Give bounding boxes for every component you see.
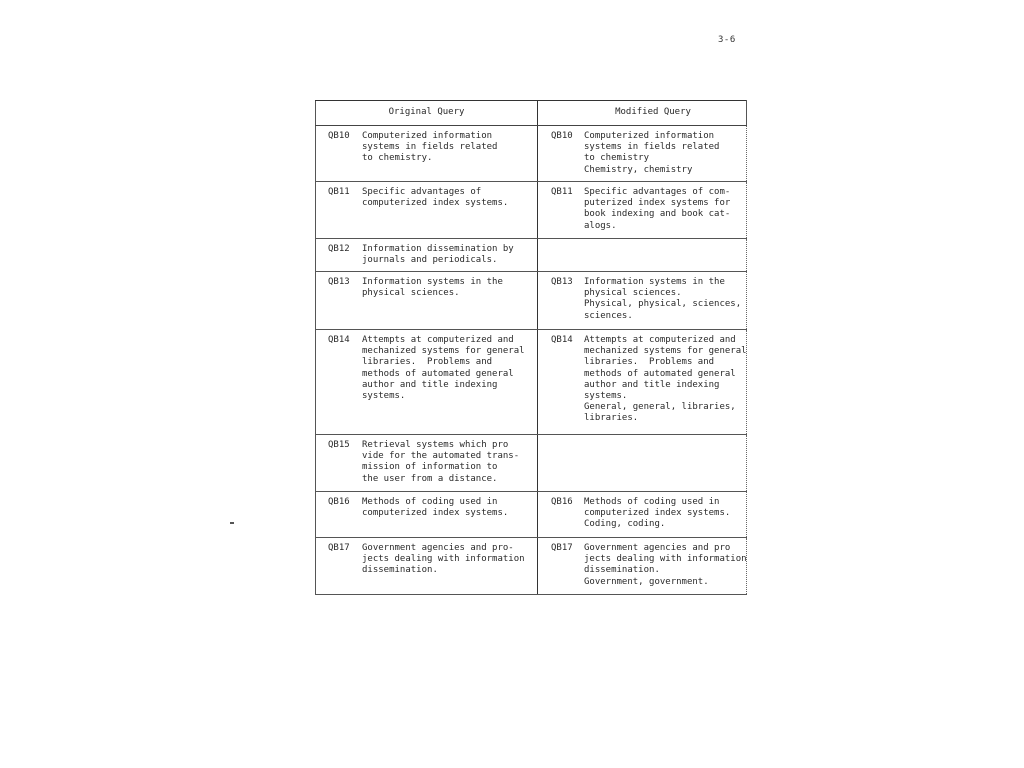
query-text: Government agencies and pro jects dealing with information dissemination. Government, government. — [584, 543, 747, 587]
query-text: Attempts at computerized and mechanized systems for general libraries. Problems and methods of automated general author and title indexing systems. — [362, 335, 525, 402]
query-id: QB11 — [328, 187, 350, 197]
query-text: Specific advantages of com- puterized index systems for book indexing and book cat- alogs. — [584, 187, 731, 231]
query-text: Computerized information systems in fields related to chemistry. — [362, 131, 498, 164]
query-id: QB11 — [551, 187, 573, 197]
original-query-cell — [316, 272, 538, 330]
table-row — [316, 492, 747, 538]
modified-query-header: Modified Query — [538, 101, 747, 126]
modified-query-cell — [538, 182, 747, 239]
modified-query-cell — [538, 492, 747, 538]
query-text: Government agencies and pro- jects dealing with information dissemination. — [362, 543, 525, 576]
modified-query-cell — [538, 538, 747, 595]
query-text: Information dissemination by journals and periodicals. — [362, 244, 514, 266]
modified-query-cell — [538, 239, 747, 272]
query-comparison-table — [315, 100, 747, 595]
modified-query-cell — [538, 330, 747, 435]
original-query-cell — [316, 239, 538, 272]
query-id: QB13 — [551, 277, 573, 287]
original-query-header: Original Query — [316, 101, 538, 126]
table-header-row — [316, 101, 747, 126]
original-query-cell — [316, 126, 538, 182]
table-row — [316, 182, 747, 239]
query-text: Information systems in the physical sciences. Physical, physical, sciences, sciences. — [584, 277, 742, 321]
query-id: QB10 — [551, 131, 573, 141]
original-query-cell — [316, 435, 538, 492]
query-text: Attempts at computerized and mechanized systems for general libraries. Problems and methods of automated general author and title indexing systems. General, general, libraries, libraries. — [584, 335, 747, 424]
modified-query-cell — [538, 435, 747, 492]
query-text: Specific advantages of computerized index systems. — [362, 187, 509, 209]
query-id: QB13 — [328, 277, 350, 287]
page-number: 3-6 — [718, 35, 736, 45]
query-text: Methods of coding used in computerized index systems. Coding, coding. — [584, 497, 731, 530]
query-id: QB15 — [328, 440, 350, 450]
query-id: QB12 — [328, 244, 350, 254]
table-row — [316, 239, 747, 272]
modified-query-cell — [538, 126, 747, 182]
table-row — [316, 272, 747, 330]
query-text: Computerized information systems in fields related to chemistry Chemistry, chemistry — [584, 131, 720, 175]
original-query-cell — [316, 330, 538, 435]
original-query-cell — [316, 182, 538, 239]
table-row — [316, 435, 747, 492]
original-query-cell — [316, 538, 538, 595]
query-text: Information systems in the physical sciences. — [362, 277, 503, 299]
table-row — [316, 538, 747, 595]
table-row — [316, 126, 747, 182]
table-row — [316, 330, 747, 435]
query-id: QB10 — [328, 131, 350, 141]
stray-mark — [230, 522, 234, 524]
query-id: QB14 — [328, 335, 350, 345]
query-text: Retrieval systems which pro vide for the automated trans- mission of information to the user from a distance. — [362, 440, 520, 484]
modified-query-cell — [538, 272, 747, 330]
query-id: QB17 — [328, 543, 350, 553]
original-query-cell — [316, 492, 538, 538]
query-id: QB16 — [328, 497, 350, 507]
query-id: QB17 — [551, 543, 573, 553]
query-id: QB14 — [551, 335, 573, 345]
query-id: QB16 — [551, 497, 573, 507]
query-text: Methods of coding used in computerized index systems. — [362, 497, 509, 519]
